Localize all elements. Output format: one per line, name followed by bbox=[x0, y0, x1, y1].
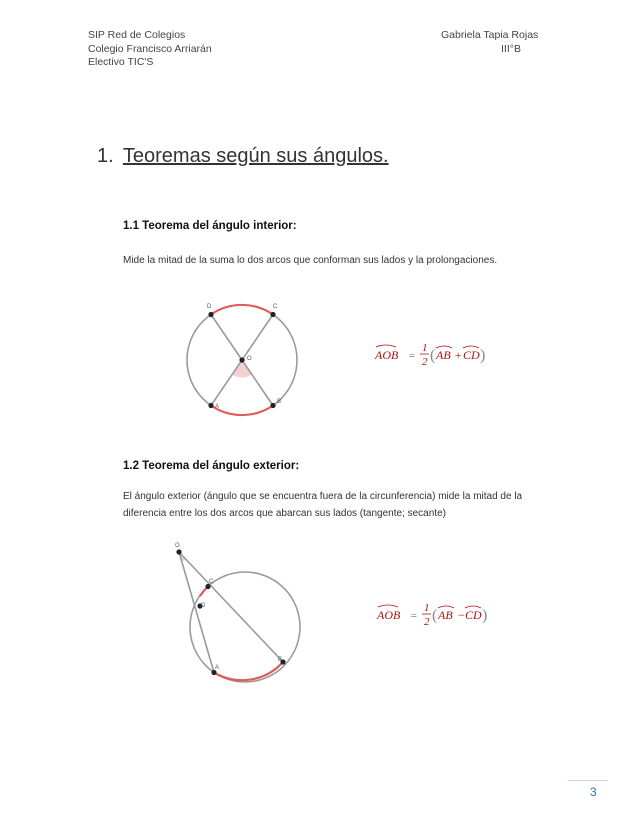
exterior-formula-arc1: AB bbox=[438, 608, 453, 622]
subsection-heading-exterior: 1.2 Teorema del ángulo exterior: bbox=[123, 460, 300, 472]
exterior-formula-num: 1 bbox=[424, 602, 430, 614]
page-number: 3 bbox=[590, 785, 597, 799]
subsection-paragraph-exterior: El ángulo exterior (ángulo que se encuentra fuera de la circunferencia) mide la mitad de la diferencia entre los dos arcos que abarcan sus lados (tangente; secante) bbox=[123, 491, 523, 519]
exterior-formula-den: 2 bbox=[424, 616, 430, 628]
interior-formula bbox=[370, 338, 490, 374]
interior-formula-den: 2 bbox=[422, 356, 428, 368]
section-title-text: Teoremas según sus ángulos. bbox=[122, 145, 389, 167]
exterior-arc-ab bbox=[214, 662, 283, 680]
interior-point-a bbox=[208, 403, 213, 408]
interior-arc-ab bbox=[211, 406, 273, 416]
exterior-label-c: C bbox=[209, 579, 214, 585]
section-number: 1. bbox=[97, 145, 114, 167]
interior-point-d bbox=[208, 312, 213, 317]
interior-point-o bbox=[239, 357, 244, 362]
exterior-formula-arc2: CD bbox=[465, 608, 482, 622]
subsection-heading-interior: 1.1 Teorema del ángulo interior: bbox=[123, 220, 297, 232]
exterior-formula-eq: = bbox=[410, 610, 418, 622]
exterior-formula-op: − bbox=[457, 608, 466, 622]
interior-point-c bbox=[270, 312, 275, 317]
interior-label-a: A bbox=[215, 404, 220, 410]
interior-angle-figure bbox=[175, 295, 315, 425]
interior-formula-arc2: CD bbox=[463, 348, 480, 362]
interior-angle-marker bbox=[232, 360, 252, 378]
page-number-rule bbox=[568, 780, 608, 781]
exterior-point-o bbox=[176, 549, 181, 554]
header-left bbox=[88, 29, 212, 70]
interior-label-b: B bbox=[277, 399, 282, 405]
interior-formula-lhs: AOB bbox=[375, 348, 399, 362]
interior-formula-num: 1 bbox=[422, 342, 428, 354]
interior-formula-arc1: AB bbox=[436, 348, 451, 362]
header-author: Gabriela Tapia Rojas bbox=[441, 29, 539, 41]
header-school-name: Colegio Francisco Arriarán bbox=[88, 42, 212, 55]
svg-text:): ) bbox=[480, 347, 486, 364]
exterior-label-d: D bbox=[201, 603, 206, 609]
svg-text:(: ( bbox=[430, 347, 436, 364]
exterior-label-b: B bbox=[278, 657, 283, 663]
exterior-angle-figure bbox=[168, 540, 308, 685]
header-course: Electivo TIC'S bbox=[88, 56, 154, 68]
interior-point-b bbox=[270, 403, 275, 408]
interior-formula-op: + bbox=[454, 348, 463, 362]
interior-label-c: C bbox=[273, 304, 278, 310]
exterior-label-o: O bbox=[175, 543, 180, 549]
header-school-network: SIP Red de Colegios bbox=[88, 29, 186, 41]
interior-label-d: D bbox=[207, 304, 212, 310]
svg-text:): ) bbox=[482, 607, 488, 624]
header-right bbox=[441, 29, 538, 56]
interior-formula-eq: = bbox=[408, 350, 416, 362]
interior-arc-dc bbox=[211, 305, 273, 315]
exterior-formula bbox=[372, 598, 492, 634]
subsection-paragraph-interior: Mide la mitad de la suma lo dos arcos que conforman sus lados y la prolongaciones. bbox=[123, 255, 498, 266]
header-class: III°B bbox=[501, 42, 521, 55]
svg-text:(: ( bbox=[432, 607, 438, 624]
interior-label-o: O bbox=[247, 356, 252, 362]
section-title bbox=[97, 145, 389, 168]
exterior-formula-lhs: AOB bbox=[377, 608, 401, 622]
exterior-label-a: A bbox=[215, 665, 220, 671]
